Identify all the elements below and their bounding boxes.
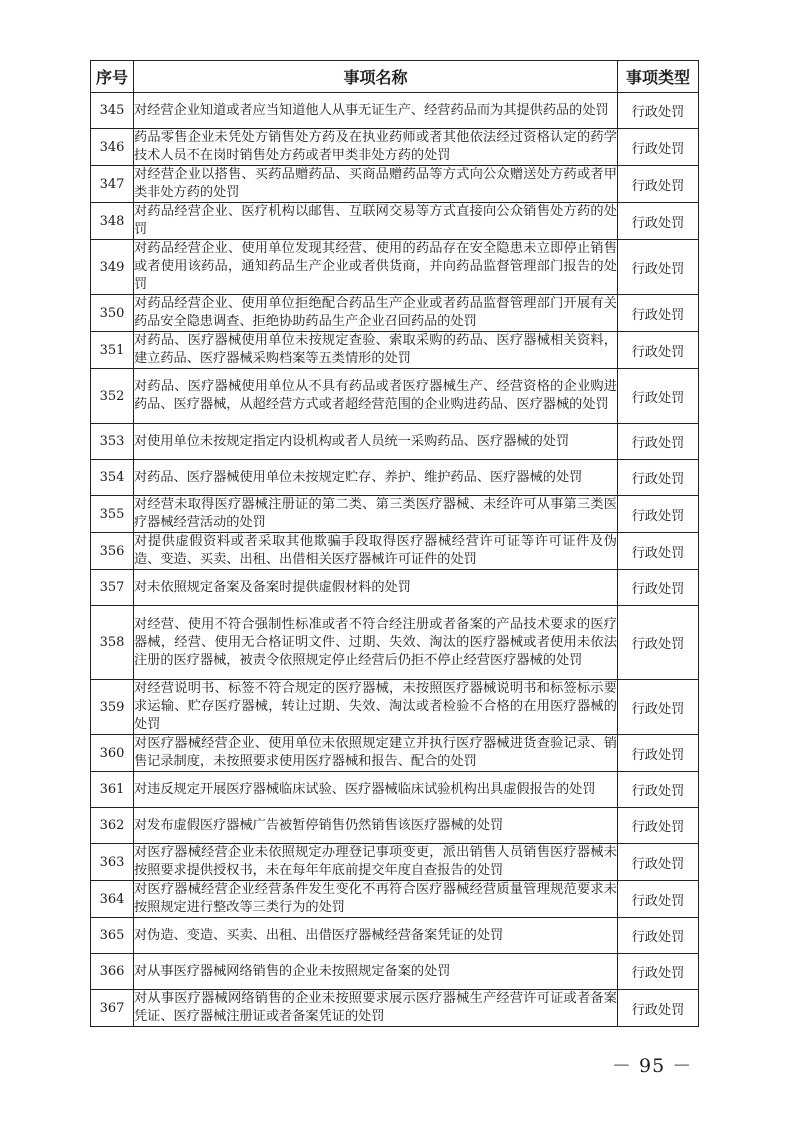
row-number: 364 [91, 881, 134, 918]
row-type: 行政处罚 [618, 680, 699, 735]
row-number: 366 [91, 954, 134, 990]
table-row [91, 772, 699, 808]
row-number: 358 [91, 606, 134, 680]
row-name: 对从事医疗器械网络销售的企业未按照要求展示医疗器械生产经营许可证或者备案凭证、医疗器械注册证或者备案凭证的处罚 [134, 990, 618, 1027]
row-name: 对药品经营企业、医疗机构以邮售、互联网交易等方式直接向公众销售处方药的处罚 [134, 203, 618, 240]
header-name: 事项名称 [134, 61, 618, 93]
row-name: 对医疗器械经营企业经营条件发生变化不再符合医疗器械经营质量管理规范要求未按照规定进行整改等三类行为的处罚 [134, 881, 618, 918]
row-number: 346 [91, 129, 134, 166]
row-type: 行政处罚 [618, 203, 699, 240]
row-type: 行政处罚 [618, 570, 699, 606]
row-name: 对伪造、变造、买卖、出租、出借医疗器械经营备案凭证的处罚 [134, 918, 618, 954]
row-number: 365 [91, 918, 134, 954]
row-name: 对经营企业以搭售、买药品赠药品、买商品赠药品等方式向公众赠送处方药或者甲类非处方药的处罚 [134, 166, 618, 203]
table-row [91, 424, 699, 460]
row-name: 对违反规定开展医疗器械临床试验、医疗器械临床试验机构出具虚假报告的处罚 [134, 772, 618, 808]
table-row [91, 295, 699, 332]
row-type: 行政处罚 [618, 881, 699, 918]
table-header-row [91, 61, 699, 93]
row-type: 行政处罚 [618, 735, 699, 772]
row-type: 行政处罚 [618, 496, 699, 533]
table-row [91, 881, 699, 918]
row-name: 对发布虚假医疗器械广告被暂停销售仍然销售该医疗器械的处罚 [134, 808, 618, 844]
table-row [91, 166, 699, 203]
row-number: 367 [91, 990, 134, 1027]
row-type: 行政处罚 [618, 240, 699, 295]
row-type: 行政处罚 [618, 772, 699, 808]
row-name: 对经营未取得医疗器械注册证的第二类、第三类医疗器械、未经许可从事第三类医疗器械经营活动的处罚 [134, 496, 618, 533]
table-row [91, 93, 699, 129]
header-number: 序号 [91, 61, 134, 93]
row-number: 359 [91, 680, 134, 735]
row-type: 行政处罚 [618, 990, 699, 1027]
row-number: 348 [91, 203, 134, 240]
row-number: 352 [91, 369, 134, 424]
row-name: 药品零售企业未凭处方销售处方药及在执业药师或者其他依法经过资格认定的药学技术人员不在岗时销售处方药或者甲类非处方药的处罚 [134, 129, 618, 166]
row-name: 对使用单位未按规定指定内设机构或者人员统一采购药品、医疗器械的处罚 [134, 424, 618, 460]
row-number: 351 [91, 332, 134, 369]
row-number: 349 [91, 240, 134, 295]
row-type: 行政处罚 [618, 332, 699, 369]
row-type: 行政处罚 [618, 808, 699, 844]
table-row [91, 680, 699, 735]
table-row [91, 808, 699, 844]
row-name: 对药品、医疗器械使用单位未按规定查验、索取采购的药品、医疗器械相关资料，建立药品、医疗器械采购档案等五类情形的处罚 [134, 332, 618, 369]
row-number: 361 [91, 772, 134, 808]
row-number: 353 [91, 424, 134, 460]
row-type: 行政处罚 [618, 844, 699, 881]
row-number: 356 [91, 533, 134, 570]
row-name: 对提供虚假资料或者采取其他欺骗手段取得医疗器械经营许可证等许可证件及伪造、变造、买卖、出租、出借相关医疗器械许可证件的处罚 [134, 533, 618, 570]
row-type: 行政处罚 [618, 954, 699, 990]
row-number: 350 [91, 295, 134, 332]
table-row [91, 496, 699, 533]
row-type: 行政处罚 [618, 93, 699, 129]
row-type: 行政处罚 [618, 369, 699, 424]
table-row [91, 570, 699, 606]
table-row [91, 533, 699, 570]
row-name: 对未依照规定备案及备案时提供虚假材料的处罚 [134, 570, 618, 606]
row-name: 对药品、医疗器械使用单位未按规定贮存、养护、维护药品、医疗器械的处罚 [134, 460, 618, 496]
row-name: 对药品经营企业、使用单位发现其经营、使用的药品存在安全隐患未立即停止销售或者使用该药品，通知药品生产企业或者供货商，并向药品监督管理部门报告的处罚 [134, 240, 618, 295]
row-number: 363 [91, 844, 134, 881]
row-number: 345 [91, 93, 134, 129]
table-row [91, 954, 699, 990]
row-name: 对从事医疗器械网络销售的企业未按照规定备案的处罚 [134, 954, 618, 990]
row-name: 对经营说明书、标签不符合规定的医疗器械，未按照医疗器械说明书和标签标示要求运输、贮存医疗器械，转让过期、失效、淘汰或者检验不合格的在用医疗器械的处罚 [134, 680, 618, 735]
table-row [91, 735, 699, 772]
row-type: 行政处罚 [618, 424, 699, 460]
table-row [91, 990, 699, 1027]
row-name: 对医疗器械经营企业未依照规定办理登记事项变更，派出销售人员销售医疗器械未按照要求提供授权书，未在每年年底前提交年度自查报告的处罚 [134, 844, 618, 881]
row-type: 行政处罚 [618, 295, 699, 332]
row-type: 行政处罚 [618, 166, 699, 203]
table-row [91, 844, 699, 881]
table-row [91, 918, 699, 954]
table-row [91, 203, 699, 240]
row-number: 347 [91, 166, 134, 203]
row-type: 行政处罚 [618, 606, 699, 680]
table-row [91, 332, 699, 369]
row-number: 360 [91, 735, 134, 772]
header-type: 事项类型 [618, 61, 699, 93]
table-row [91, 460, 699, 496]
items-table [90, 60, 699, 1027]
table-row [91, 240, 699, 295]
page-number: － 95 － [612, 1055, 693, 1077]
row-name: 对经营、使用不符合强制性标准或者不符合经注册或者备案的产品技术要求的医疗器械，经营、使用无合格证明文件、过期、失效、淘汰的医疗器械或者使用未依法注册的医疗器械，被责令依照规定停止经营后仍拒不停止经营医疗器械的处罚 [134, 606, 618, 680]
table-row [91, 129, 699, 166]
row-type: 行政处罚 [618, 460, 699, 496]
row-type: 行政处罚 [618, 918, 699, 954]
row-number: 357 [91, 570, 134, 606]
row-number: 355 [91, 496, 134, 533]
row-number: 354 [91, 460, 134, 496]
row-type: 行政处罚 [618, 129, 699, 166]
table-row [91, 369, 699, 424]
row-name: 对药品、医疗器械使用单位从不具有药品或者医疗器械生产、经营资格的企业购进药品、医疗器械，从超经营方式或者超经营范围的企业购进药品、医疗器械的处罚 [134, 369, 618, 424]
row-name: 对医疗器械经营企业、使用单位未依照规定建立并执行医疗器械进货查验记录、销售记录制度，未按照要求使用医疗器械和报告、配合的处罚 [134, 735, 618, 772]
row-number: 362 [91, 808, 134, 844]
row-name: 对经营企业知道或者应当知道他人从事无证生产、经营药品而为其提供药品的处罚 [134, 93, 618, 129]
row-name: 对药品经营企业、使用单位拒绝配合药品生产企业或者药品监督管理部门开展有关药品安全隐患调查、拒绝协助药品生产企业召回药品的处罚 [134, 295, 618, 332]
table-body [91, 93, 699, 1027]
row-type: 行政处罚 [618, 533, 699, 570]
table-row [91, 606, 699, 680]
